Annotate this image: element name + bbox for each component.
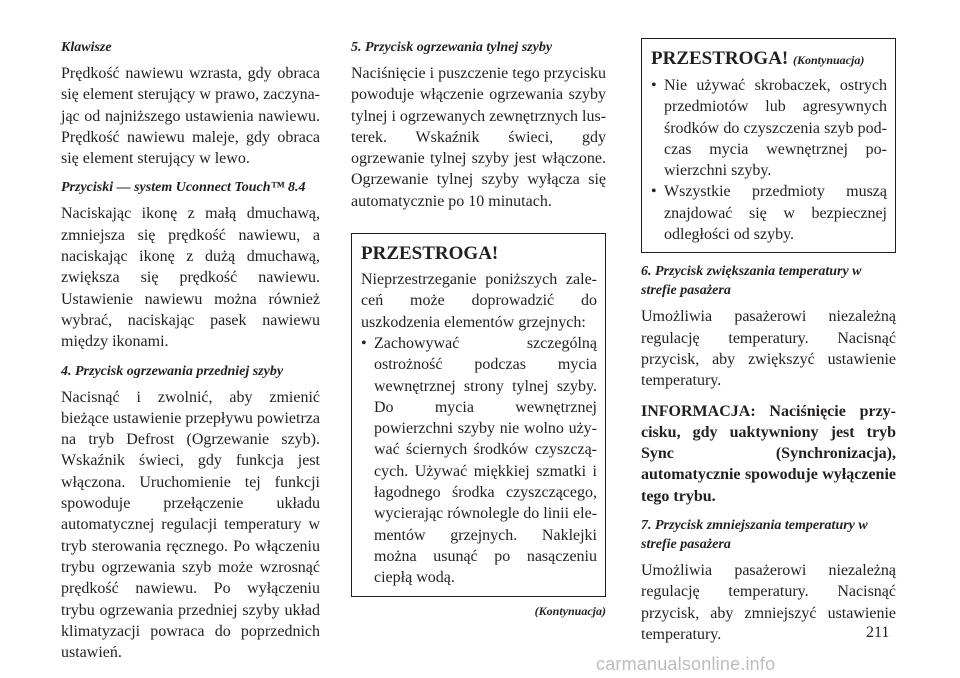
column-left	[61, 34, 320, 672]
caution-title-continued	[651, 47, 887, 72]
section-heading-temp-up: 6. Przycisk zwiększania temperatury w strefie pasażera	[641, 264, 862, 299]
column-right	[641, 38, 896, 654]
caution-intro: Nieprzestrzeganie poniższych zaleceń może doprowadzić do uszkodzenia elementów grzejnych:	[361, 271, 597, 331]
bullet-icon: •	[651, 183, 657, 201]
caution-box	[351, 233, 606, 596]
bullet-icon: •	[651, 77, 657, 94]
caution-title: PRZESTROGA!	[361, 243, 499, 265]
section-heading-front-defrost: 4. Przycisk ogrzewania przedniej szyby	[61, 363, 284, 379]
info-note: INFORMACJA: Naciśnięcie przycisku, gdy uaktywniony jest tryb Sync (Synchronizacja), automatycznie spowoduje wyłączenie tego trybu.	[641, 402, 896, 505]
caution-bullet-text: Nie używać skrobaczek, ostrych przedmiotów lub agresywnych środków do czyszczenia szyb podczas mycia wewnętrznej powierzchni szyby.	[664, 77, 887, 180]
caution-title-suffix: (Kontynuacja)	[793, 53, 865, 67]
bullet-icon: •	[361, 334, 367, 352]
page-number: 211	[866, 624, 890, 641]
caution-bullet-text: Wszystkie przedmioty muszą znajdować się w bezpiecznej odległości od szyby.	[664, 183, 887, 244]
paragraph-uconnect-buttons: Naciskając ikonę z małą dmuchawą, zmniejsza się prędkość nawiewu, a naciskając ikonę z dużą dmuchawą, zwiększa się prędkość nawiewu. Ustawienie nawiewu można również wybrać, naciskając pasek nawiewu między ikonami.	[61, 205, 320, 351]
section-heading-temp-down: 7. Przycisk zmniejszania temperatury w strefie pasażera	[641, 518, 868, 553]
section-heading-rear-defrost: 5. Przycisk ogrzewania tylnej szyby	[351, 40, 553, 55]
caution-list-continued	[651, 75, 887, 245]
caution-bullet	[361, 333, 597, 589]
paragraph-temp-up: Umożliwia pasażerowi niezależną regulację temperatury. Nacisnąć przycisk, aby zwiększyć ustawienie temperatury.	[641, 308, 896, 390]
section-heading-keys: Klawisze	[61, 40, 112, 55]
paragraph-rear-defrost: Naciśnięcie i puszczenie tego przycisku powoduje włączenie ogrzewania szyby tylnej i ogrzewanych zewnętrznych lusterek. Wskaźnik świeci, gdy ogrzewanie tylnej szyby jest włączone. Ogrzewanie tylnej szyby wyłącza się automatycznie po 10 minutach.	[351, 65, 607, 210]
paragraph-keys: Prędkość nawiewu wzrasta, gdy obraca się element sterujący w prawo, zaczynając od najniższego ustawienia nawiewu. Prędkość nawiewu maleje, gdy obraca się element sterujący w lewo.	[61, 65, 320, 168]
continued-label: (Kontynuacja)	[534, 603, 606, 618]
caution-list	[361, 333, 597, 589]
paragraph-front-defrost: Nacisnąć i zwolnić, aby zmienić bieżące ustawienie przepływu powietrza na tryb Defrost (Ogrzewanie szyb). Wskaźnik świeci, gdy funkcja jest włączona. Uruchomienie tej funkcji spowoduje przełączenie układu automatycznej regulacji temperatury w tryb sterowania ręcznego. Po włączeniu trybu ogrzewania szyb może wzrosnąć prędkość nawiewu. Po wyłączeniu trybu ogrzewania przedniej szyby układ klimatyzacji powraca do poprzednich ustawień.	[61, 388, 320, 662]
caution-bullet	[651, 181, 887, 245]
section-heading-uconnect-buttons: Przyciski — system Uconnect Touch™ 8.4	[61, 180, 306, 196]
caution-bullet-text: Zachowywać szczególną ostrożność podczas mycia wewnętrznej strony tylnej szyby. Do mycia wewnętrznej powierzchni szyby nie wolno używać ściernych środków czyszczących. Używać miękkiej szmatki i łagodnego środka czyszczącego, wycierając równolegle do linii elementów grzejnych. Naklejki można usunąć po nasączeniu ciepłą wodą.	[374, 334, 598, 587]
caution-bullet	[651, 75, 887, 181]
column-middle	[351, 34, 606, 619]
caution-box-continued	[641, 38, 896, 253]
caution-title-text: PRZESTROGA!	[651, 48, 789, 69]
watermark-text: carmanualsonline.info	[596, 654, 776, 674]
paragraph-temp-down: Umożliwia pasażerowi niezależną regulację temperatury. Nacisnąć przycisk, aby zmniejszyć ustawienie temperatury.	[641, 562, 896, 643]
